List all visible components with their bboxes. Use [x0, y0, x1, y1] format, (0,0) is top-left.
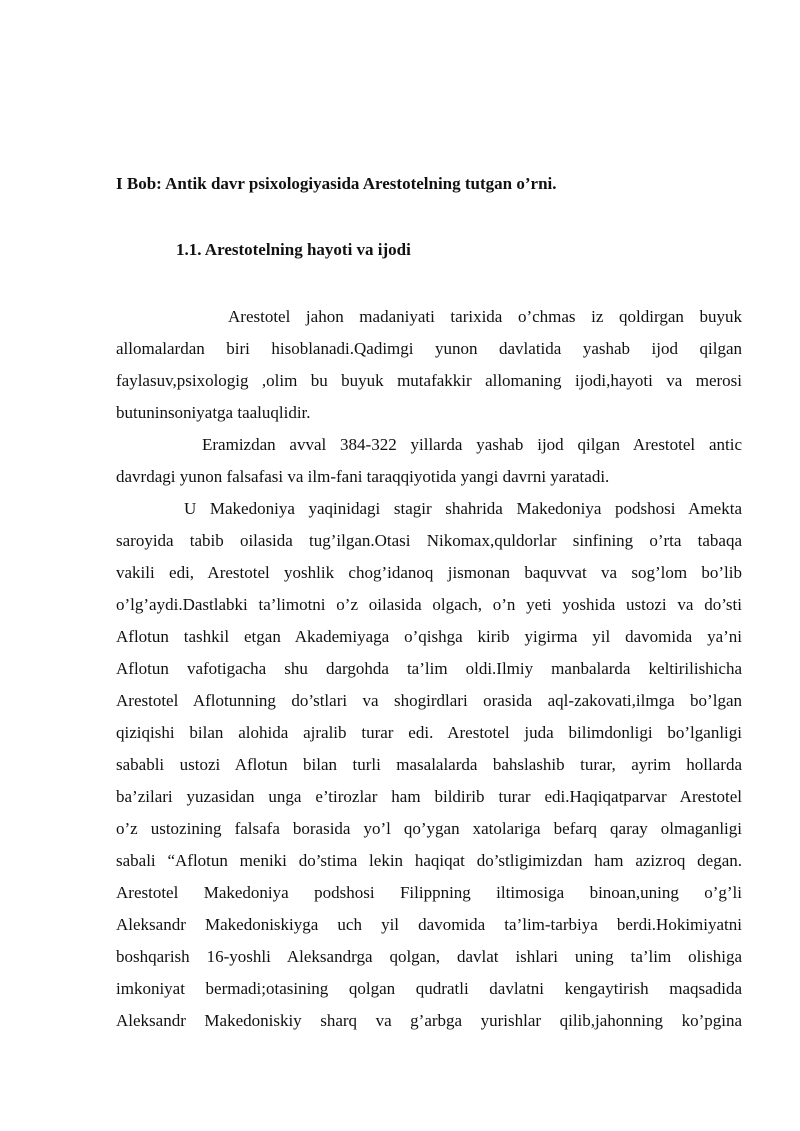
body-line: sababli ustozi Aflotun bilan turli masalalarda bahslashib turar, ayrim hollarda [116, 755, 742, 774]
body-line: Aflotun vafotigacha shu dargohda ta’lim oldi.Ilmiy manbalarda keltirilishicha [116, 659, 742, 678]
body-line: allomalardan biri hisoblanadi.Qadimgi yunon davlatida yashab ijod qilgan [116, 339, 742, 358]
body-line: Arestotel Makedoniya podshosi Filippning iltimosiga binoan,uning o’g’li [116, 883, 742, 902]
body-line: saroyida tabib oilasida tug’ilgan.Otasi Nikomax,quldorlar sinfining o’rta tabaqa [116, 531, 742, 550]
body-line: Arestotel jahon madaniyati tarixida o’chmas iz qoldirgan buyuk [228, 307, 742, 326]
body-line: davrdagi yunon falsafasi va ilm-fani taraqqiyotida yangi davrni yaratadi. [116, 467, 610, 486]
body-line: Arestotel Aflotunning do’stlari va shogirdlari orasida aql-zakovati,ilmga bo’lgan [116, 691, 742, 710]
body-line: o’lg’aydi.Dastlabki ta’limotni o’z oilasida olgach, o’n yeti yoshida ustozi va do’sti [116, 595, 742, 614]
body-line: imkoniyat bermadi;otasining qolgan qudratli davlatni kengaytirish maqsadida [116, 979, 742, 998]
body-line: boshqarish 16-yoshli Aleksandrga qolgan, davlat ishlari uning ta’lim olishiga [116, 947, 742, 966]
body-line: ba’zilari yuzasidan unga e’tirozlar ham bildirib turar edi.Haqiqatparvar Arestotel [116, 787, 742, 806]
body-line: qiziqishi bilan alohida ajralib turar edi. Arestotel juda bilimdonligi bo’lganligi [116, 723, 742, 742]
body-line: Eramizdan avval 384-322 yillarda yashab ijod qilgan Arestotel antic [202, 435, 742, 454]
body-line: U Makedoniya yaqinidagi stagir shahrida Makedoniya podshosi Amekta [184, 499, 742, 518]
body-line: Aleksandr Makedoniskiy sharq va g’arbga yurishlar qilib,jahonning ko’pgina [116, 1011, 742, 1030]
section-title: 1.1. Arestotelning hayoti va ijodi [176, 240, 411, 259]
body-text [116, 301, 742, 1037]
body-line: Aleksandr Makedoniskiyga uch yil davomida ta’lim-tarbiya berdi.Hokimiyatni [116, 915, 742, 934]
body-line: butuninsoniyatga taaluqlidir. [116, 403, 311, 422]
chapter-title: I Bob: Antik davr psixologiyasida Arestotelning tutgan o’rni. [116, 174, 557, 193]
body-line: faylasuv,psixologig ,olim bu buyuk mutafakkir allomaning ijodi,hayoti va merosi [116, 371, 742, 390]
body-line: Aflotun tashkil etgan Akademiyaga o’qishga kirib yigirma yil davomida ya’ni [116, 627, 742, 646]
body-line: vakili edi, Arestotel yoshlik chog’idanoq jismonan baquvvat va sog’lom bo’lib [116, 563, 742, 582]
body-line: o’z ustozining falsafa borasida yo’l qo’ygan xatolariga befarq qaray olmaganligi [116, 819, 742, 838]
body-line: sabali “Aflotun meniki do’stima lekin haqiqat do’stligimizdan ham azizroq degan. [116, 851, 742, 870]
